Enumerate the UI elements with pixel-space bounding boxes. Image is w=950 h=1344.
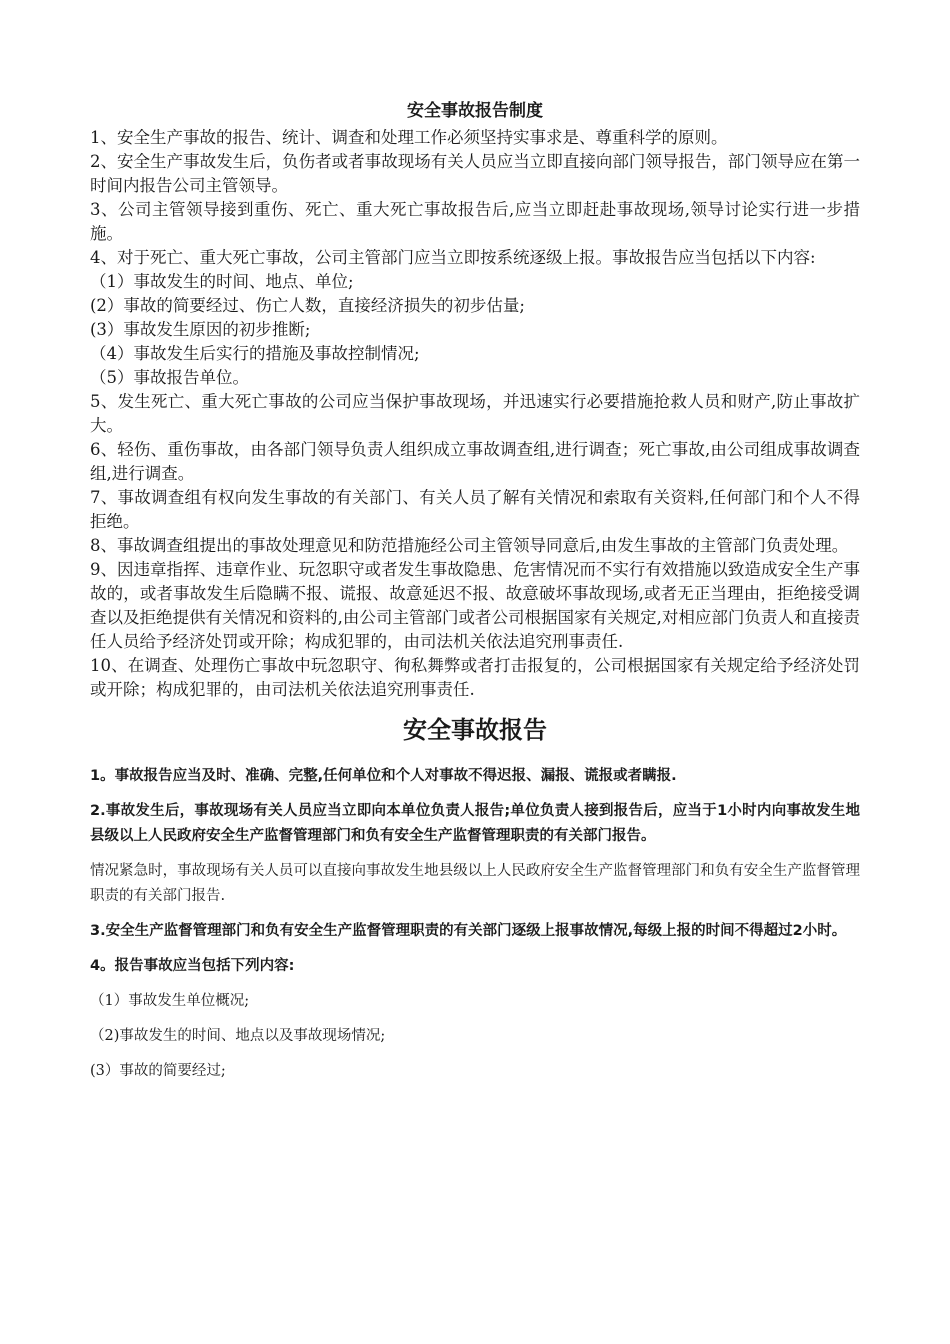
paragraph: 9、因违章指挥、违章作业、玩忽职守或者发生事故隐患、危害情况而不实行有效措施以致造成安全生产事故的，或者事故发生后隐瞒不报、谎报、故意延迟不报、故意破坏事故现场,或者无正当理由，拒绝接受调查以及拒绝提供有关情况和资料的,由公司主管部门或者公司根据国家有关规定,对相应部门负责人和直接责任人员给予经济处罚或开除；构成犯罪的，由司法机关依法追究刑事责任. xyxy=(90,560,860,651)
document-page xyxy=(90,96,860,1094)
paragraph: 10、在调查、处理伤亡事故中玩忽职守、徇私舞弊或者打击报复的，公司根据国家有关规定给予经济处罚或开除；构成犯罪的，由司法机关依法追究刑事责任. xyxy=(90,656,860,699)
paragraph: 6、轻伤、重伤事故，由各部门领导负责人组织成立事故调查组,进行调查；死亡事故,由公司组成事故调查组,进行调查。 xyxy=(90,440,860,483)
list-item: （1）事故发生的时间、地点、单位; xyxy=(90,272,354,291)
section-title: 安全事故报告 xyxy=(403,716,547,744)
list-item: （5）事故报告单位。 xyxy=(90,368,249,387)
section-title: 安全事故报告制度 xyxy=(407,101,543,121)
paragraph: 3、公司主管领导接到重伤、死亡、重大死亡事故报告后,应当立即赶赴事故现场,领导讨论实行进一步措施。 xyxy=(90,200,860,243)
report-item: 3.安全生产监督管理部门和负有安全生产监督管理职责的有关部门逐级上报事故情况,每级上报的时间不得超过2小时。 xyxy=(90,923,847,939)
paragraph: 2、安全生产事故发生后，负伤者或者事故现场有关人员应当立即直接向部门领导报告，部门领导应在第一时间内报告公司主管领导。 xyxy=(90,152,860,195)
list-item: (2）事故的简要经过、伤亡人数，直接经济损失的初步估量; xyxy=(90,296,525,315)
list-item: (3）事故的简要经过; xyxy=(90,1063,226,1079)
paragraph: 4、对于死亡、重大死亡事故，公司主管部门应当立即按系统逐级上报。事故报告应当包括以下内容: xyxy=(90,248,816,267)
paragraph: 5、发生死亡、重大死亡事故的公司应当保护事故现场，并迅速实行必要措施抢救人员和财产,防止事故扩大。 xyxy=(90,392,860,435)
list-item: (3）事故发生原因的初步推断; xyxy=(90,320,311,339)
report-item: 1。事故报告应当及时、准确、完整,任何单位和个人对事故不得迟报、漏报、谎报或者瞒报. xyxy=(90,768,677,784)
list-item: （2)事故发生的时间、地点以及事故现场情况; xyxy=(90,1028,386,1044)
safety-accident-report-system-section xyxy=(90,96,860,702)
list-item: （4）事故发生后实行的措施及事故控制情况; xyxy=(90,344,420,363)
paragraph: 1、安全生产事故的报告、统计、调查和处理工作必须坚持实事求是、尊重科学的原则。 xyxy=(90,128,728,147)
safety-accident-report-section xyxy=(90,712,860,1084)
paragraph: 7、事故调查组有权向发生事故的有关部门、有关人员了解有关情况和索取有关资料,任何部门和个人不得拒绝。 xyxy=(90,488,860,531)
list-item: （1）事故发生单位概况; xyxy=(90,993,250,1009)
report-item: 4。报告事故应当包括下列内容: xyxy=(90,958,295,974)
report-note: 情况紧急时，事故现场有关人员可以直接向事故发生地县级以上人民政府安全生产监督管理部门和负有安全生产监督管理职责的有关部门报告. xyxy=(90,863,860,904)
paragraph: 8、事故调查组提出的事故处理意见和防范措施经公司主管领导同意后,由发生事故的主管部门负责处理。 xyxy=(90,536,849,555)
report-item: 2.事故发生后，事故现场有关人员应当立即向本单位负责人报告;单位负责人接到报告后，应当于1小时内向事故发生地县级以上人民政府安全生产监督管理部门和负有安全生产监督管理职责的有关部门报告。 xyxy=(90,803,860,844)
